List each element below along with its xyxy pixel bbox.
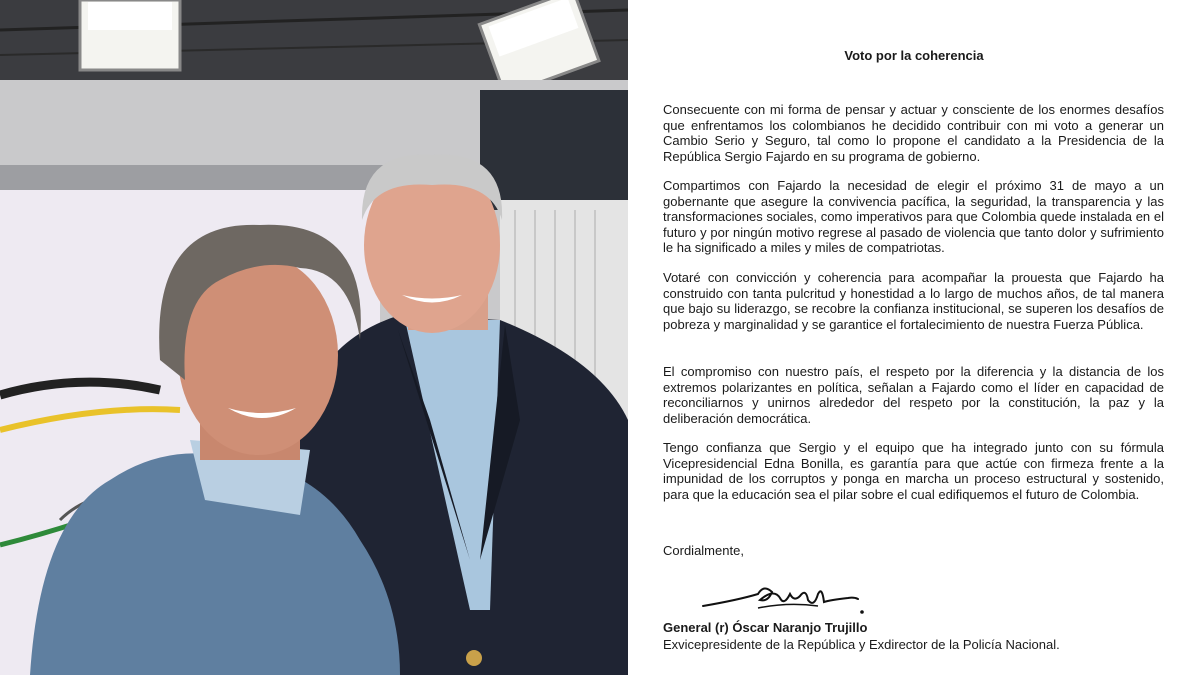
signer-name: General (r) Óscar Naranjo Trujillo — [663, 620, 868, 635]
letter-document — [628, 0, 1200, 675]
letter-paragraph-3: Votaré con convicción y coherencia para acompañar la prouesta que Fajardo ha construido con tanta pulcritud y honestidad a lo largo de muchos años, de tal manera que bajo su liderazgo, se recobre la confianza institucional, se superen los desafíos de pobreza y marginalidad y se garantice el fortalecimiento de nuestra Fuerza Pública. — [663, 270, 1164, 332]
letter-closing: Cordialmente, — [663, 543, 744, 558]
letter-paragraph-4: El compromiso con nuestro país, el respeto por la diferencia y la distancia de los extremos polarizantes en política, señalan a Fajardo como el líder en capacidad de reconciliarnos y unirnos alrededor del respeto por la constitución, la paz y la deliberación democrática. — [663, 364, 1164, 426]
letter-paragraph-1: Consecuente con mi forma de pensar y actuar y consciente de los enormes desafíos que enfrentamos los colombianos he decidido contribuir con mi voto a generar un Cambio Serio y Seguro, tal como lo propone el candidato a la Presidencia de la República Sergio Fajardo en su programa de gobierno. — [663, 102, 1164, 164]
signer-title: Exvicepresidente de la República y Exdirector de la Policía Nacional. — [663, 637, 1060, 652]
handwritten-signature — [698, 578, 868, 620]
letter-paragraph-5: Tengo confianza que Sergio y el equipo que ha integrado junto con su fórmula Vicepresidencial Edna Bonilla, es garantía para que actúe con firmeza frente a la impunidad de los corruptos y ponga en marcha un proceso estructural y sostenido, para que la educación sea el pilar sobre el cual edifiquemos el futuro de Colombia. — [663, 440, 1164, 502]
letter-title: Voto por la coherencia — [844, 48, 984, 63]
blazer-button — [466, 650, 482, 666]
dark-panel — [480, 90, 628, 210]
letter-paragraph-2: Compartimos con Fajardo la necesidad de elegir el próximo 31 de mayo a un gobernante que asegure la convivencia pacífica, la seguridad, la transparencia y las transformaciones sociales, como imperativos para que Colombia quede instalada en el futuro y por ningún motivo regrese al pasado de violencia que tanto dolor y sufrimiento le ha significado a miles y miles de compatriotas. — [663, 178, 1164, 256]
